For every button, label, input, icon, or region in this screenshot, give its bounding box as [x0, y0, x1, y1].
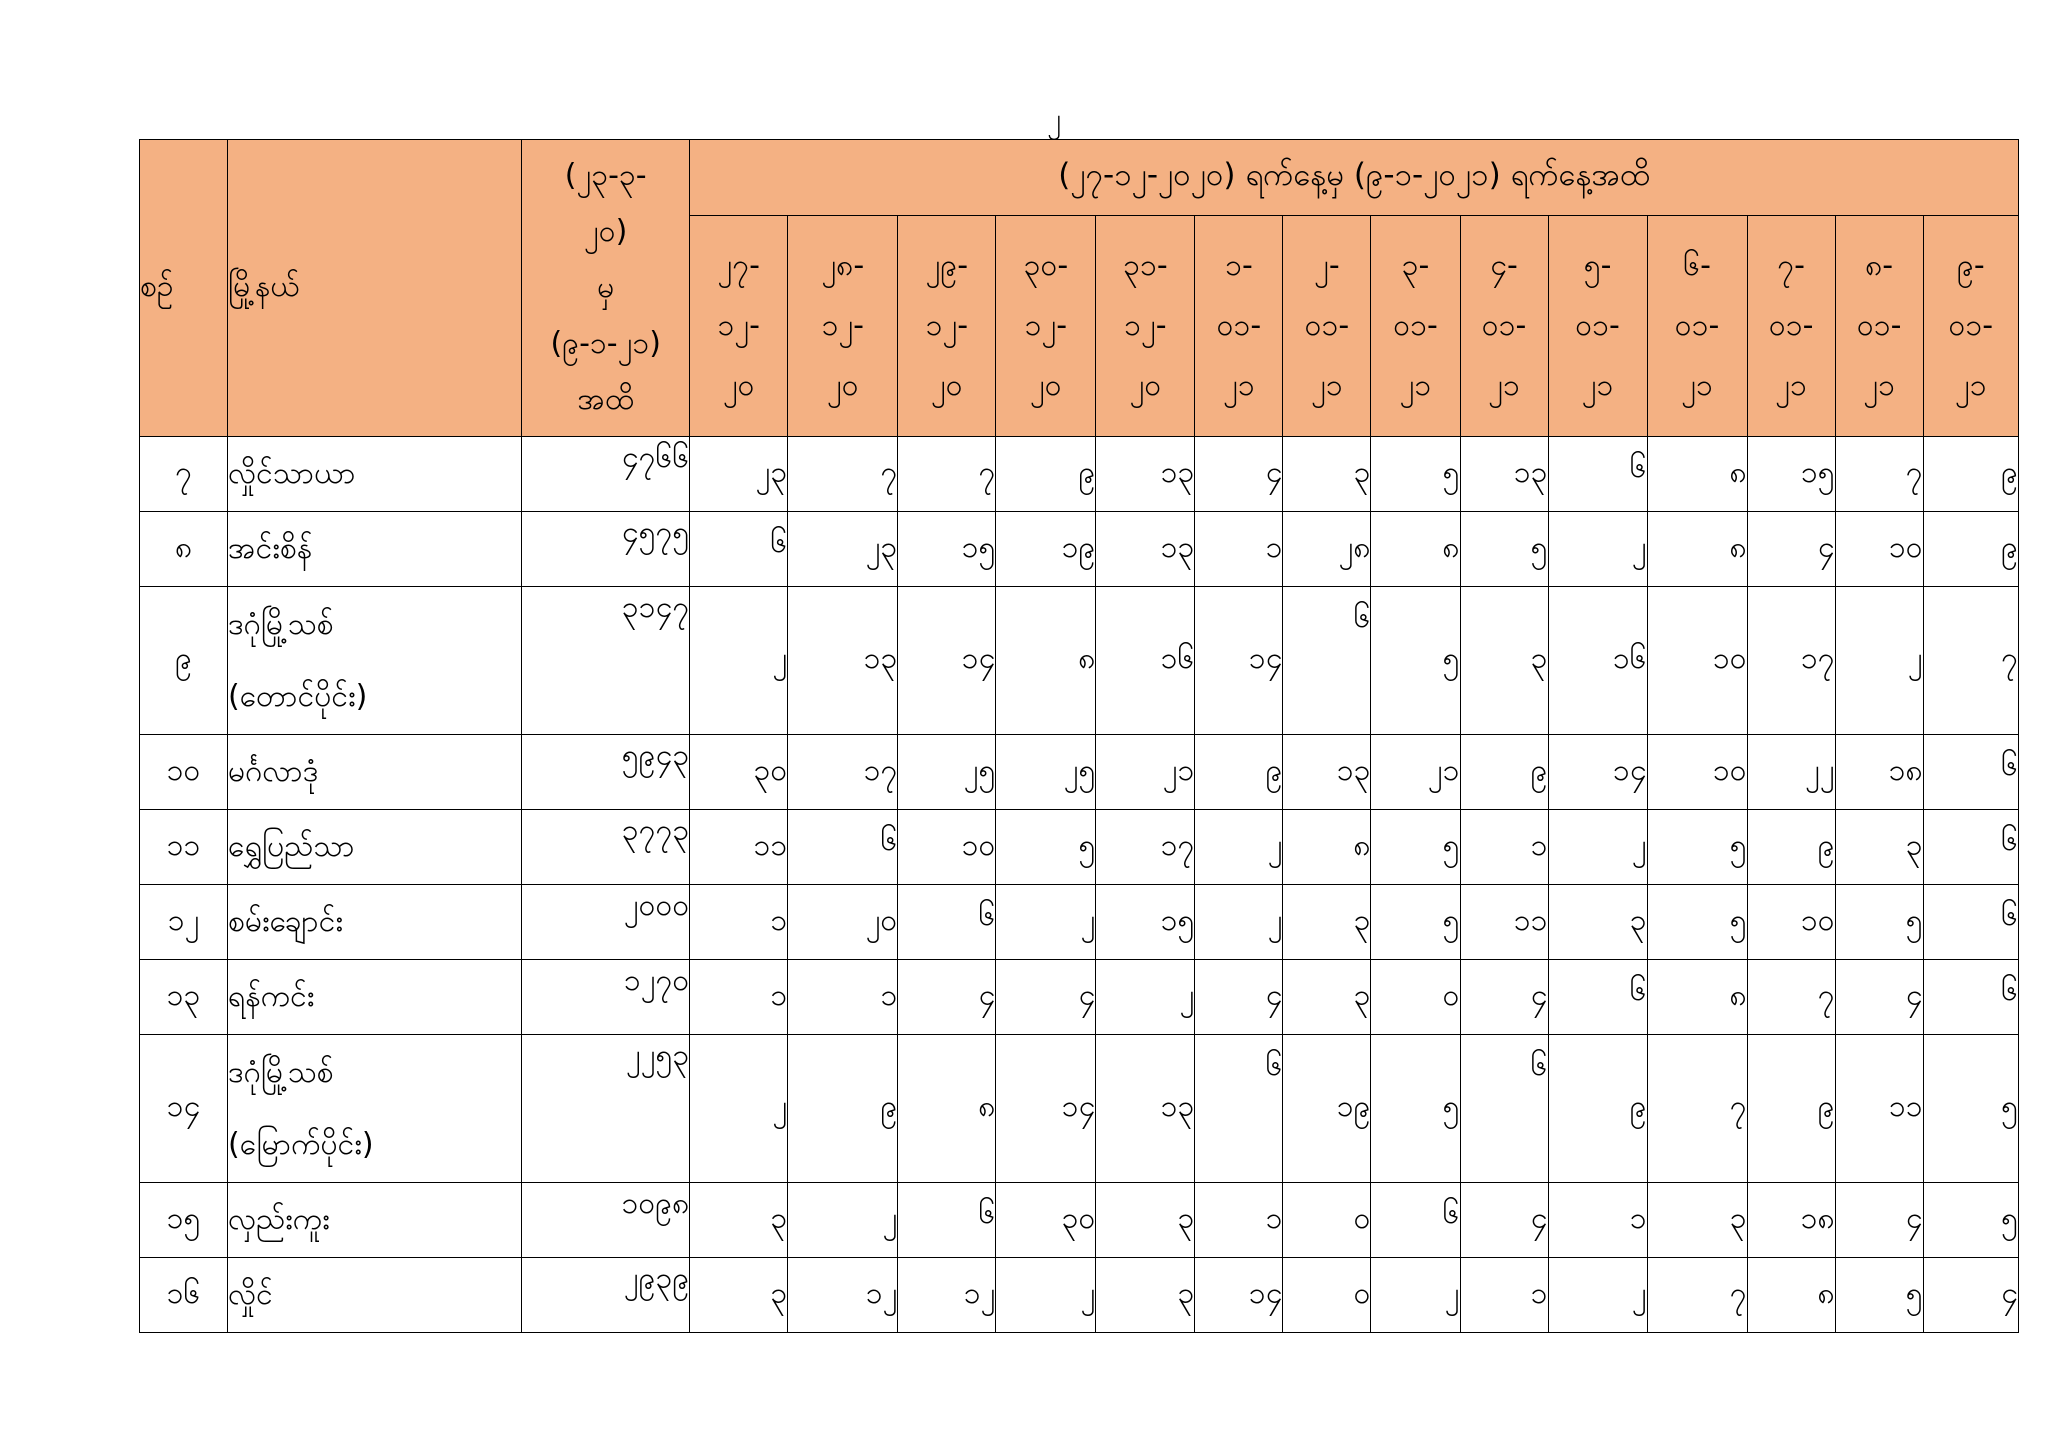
table-body [140, 437, 2019, 1333]
value-cell: ၇ [1835, 437, 1923, 512]
period-header [522, 140, 690, 437]
value-cell: ၁ [690, 885, 788, 960]
value-cell: ၂ [996, 885, 1096, 960]
date-part: ၁၂- [1124, 308, 1167, 343]
date-part: ၃၀- [1023, 248, 1069, 283]
date-part: ၂- [1314, 248, 1340, 283]
date-part: ၁၂- [717, 308, 760, 343]
total-cell: ၄၇၆၆ [522, 437, 690, 512]
value-cell: ၃ [1283, 885, 1371, 960]
value-cell: ၁ [1195, 1183, 1283, 1258]
date-part: ၂၀ [826, 368, 859, 403]
value-cell: ၃ [1548, 885, 1647, 960]
value-cell: ၈ [1371, 512, 1460, 587]
value-cell: ၀ [1283, 1183, 1371, 1258]
value-cell: ၃ [1096, 1183, 1195, 1258]
date-part: ၂၁ [1681, 368, 1713, 403]
value-cell: ၆ [690, 512, 788, 587]
value-cell: ၇ [1647, 1258, 1747, 1333]
value-cell: ၂၁ [1371, 735, 1460, 810]
value-cell: ၁၀ [1647, 735, 1747, 810]
township-line: (တောင်ပိုင်း) [228, 678, 368, 714]
date-part: ၁၂- [1024, 308, 1068, 343]
value-cell: ၄ [1195, 960, 1283, 1035]
value-cell: ၆ [1923, 810, 2018, 885]
value-cell: ၆ [788, 810, 898, 885]
date-part: ၁၂- [821, 308, 864, 343]
value-cell: ၅ [1371, 810, 1460, 885]
date-part: ၂၁ [1399, 368, 1432, 403]
value-cell: ၃ [1283, 960, 1371, 1035]
township-line: မင်္ဂလာဒုံ [228, 754, 319, 789]
value-cell: ၁ [1195, 512, 1283, 587]
value-cell: ၁၄ [1195, 587, 1283, 735]
date-part: ၁၂- [925, 308, 969, 343]
value-cell: ၁၁ [1460, 885, 1548, 960]
date-part: ၂၀ [1129, 368, 1162, 403]
value-cell: ၁၆ [1096, 587, 1195, 735]
value-cell: ၆ [1195, 1035, 1283, 1183]
date-part: ၂၀ [931, 368, 963, 403]
township-line: ဒဂုံမြို့သစ် [228, 606, 334, 642]
value-cell: ၁၇ [1747, 587, 1835, 735]
date-part: ၂၇- [717, 248, 760, 283]
value-cell: ၁၄ [1195, 1258, 1283, 1333]
date-part: ၂၁ [1581, 368, 1614, 403]
date-header [1923, 216, 2018, 437]
value-cell: ၅ [1371, 587, 1460, 735]
value-cell: ၉ [1460, 735, 1548, 810]
value-cell: ၂၅ [898, 735, 996, 810]
date-part: ၀၁- [1216, 308, 1262, 343]
date-part: ၀၁- [1768, 308, 1814, 343]
value-cell: ၄ [898, 960, 996, 1035]
value-cell: ၄ [1460, 960, 1548, 1035]
value-cell: ၂ [690, 1035, 788, 1183]
value-cell: ၂၃ [690, 437, 788, 512]
value-cell: ၉ [996, 437, 1096, 512]
date-header [1747, 216, 1835, 437]
value-cell: ၈ [1647, 512, 1747, 587]
date-part: ၂၁ [1863, 368, 1895, 403]
township-cell [228, 1258, 522, 1333]
value-cell: ၂ [1548, 810, 1647, 885]
value-cell: ၉ [1923, 512, 2018, 587]
date-part: ၄- [1490, 248, 1518, 283]
date-part: ၂၀ [722, 368, 755, 403]
date-header [1647, 216, 1747, 437]
value-cell: ၆ [1460, 1035, 1548, 1183]
date-header [898, 216, 996, 437]
value-cell: ၁၂ [898, 1258, 996, 1333]
value-cell: ၁၁ [1835, 1035, 1923, 1183]
date-header [690, 216, 788, 437]
township-line: လှိုင် [228, 1277, 273, 1312]
serial-cell: ၁၆ [140, 1258, 228, 1333]
value-cell: ၁၀ [1747, 885, 1835, 960]
value-cell: ၃ [1096, 1258, 1195, 1333]
date-header [1548, 216, 1647, 437]
value-cell: ၁၃ [1096, 512, 1195, 587]
value-cell: ၁၁ [690, 810, 788, 885]
date-part: ၈- [1865, 248, 1894, 283]
value-cell: ၉ [1923, 437, 2018, 512]
value-cell: ၁၃ [1283, 735, 1371, 810]
value-cell: ၆ [898, 885, 996, 960]
serial-cell: ၁၀ [140, 735, 228, 810]
period-line: (၉-၁-၂၁) [550, 326, 661, 361]
township-line: လှိုင်သာယာ [228, 456, 356, 491]
value-cell: ၆ [1371, 1183, 1460, 1258]
period-line: မှ [597, 270, 615, 305]
period-line: (၂၃-၃- [564, 158, 647, 193]
township-line: ရွှေပြည်သာ [228, 829, 355, 864]
serial-cell: ၁၄ [140, 1035, 228, 1183]
table-row [140, 437, 2019, 512]
total-cell: ၂၉၃၉ [522, 1258, 690, 1333]
value-cell: ၅ [1835, 1258, 1923, 1333]
date-part: ၂၁ [1775, 368, 1807, 403]
header-row-1 [140, 140, 2019, 216]
value-cell: ၁၈ [1835, 735, 1923, 810]
value-cell: ၂၂ [1747, 735, 1835, 810]
value-cell: ၈ [996, 587, 1096, 735]
value-cell: ၂ [1195, 885, 1283, 960]
value-cell: ၁ [1548, 1183, 1647, 1258]
township-cases-table [139, 139, 2019, 1333]
value-cell: ၃၀ [996, 1183, 1096, 1258]
value-cell: ၂ [1548, 512, 1647, 587]
value-cell: ၇ [1647, 1035, 1747, 1183]
date-part: ၃- [1401, 248, 1430, 283]
value-cell: ၉ [1195, 735, 1283, 810]
township-cell [228, 1183, 522, 1258]
date-part: ၉- [1956, 248, 1985, 283]
value-cell: ၂ [1548, 1258, 1647, 1333]
total-cell: ၂၂၅၃ [522, 1035, 690, 1183]
township-cell [228, 885, 522, 960]
date-part: ၀၁- [1575, 308, 1620, 343]
value-cell: ၁၅ [1096, 885, 1195, 960]
page-number: ၂ [1047, 102, 1061, 135]
date-part: ၁- [1225, 248, 1253, 283]
value-cell: ၅ [1923, 1183, 2018, 1258]
table-row [140, 885, 2019, 960]
value-cell: ၅ [1371, 437, 1460, 512]
serial-cell: ၁၃ [140, 960, 228, 1035]
value-cell: ၇ [788, 437, 898, 512]
date-header [1195, 216, 1283, 437]
value-cell: ၅ [1371, 885, 1460, 960]
value-cell: ၄ [1460, 1183, 1548, 1258]
date-part: ၀၁- [1481, 308, 1527, 343]
value-cell: ၅ [1371, 1035, 1460, 1183]
township-cell [228, 960, 522, 1035]
township-line: ရန်ကင်း [228, 979, 315, 1014]
serial-cell: ၉ [140, 587, 228, 735]
value-cell: ၅ [1460, 512, 1548, 587]
value-cell: ၇ [1923, 587, 2018, 735]
value-cell: ၁၀ [1835, 512, 1923, 587]
township-cell [228, 735, 522, 810]
date-part: ၅- [1583, 248, 1612, 283]
value-cell: ၀ [1371, 960, 1460, 1035]
township-line: လှည်းကူး [228, 1202, 330, 1237]
serial-cell: ၈ [140, 512, 228, 587]
value-cell: ၆ [1548, 437, 1647, 512]
value-cell: ၂၅ [996, 735, 1096, 810]
value-cell: ၁၃ [1096, 437, 1195, 512]
value-cell: ၅ [1923, 1035, 2018, 1183]
date-part: ၇- [1777, 248, 1805, 283]
value-cell: ၁၂ [788, 1258, 898, 1333]
period-line: အထိ [577, 382, 634, 417]
table-row [140, 735, 2019, 810]
value-cell: ၈ [1747, 1258, 1835, 1333]
table-row [140, 1258, 2019, 1333]
total-cell: ၁၀၉၈ [522, 1183, 690, 1258]
value-cell: ၁၄ [996, 1035, 1096, 1183]
township-line: ဒဂုံမြို့သစ် [228, 1054, 334, 1090]
value-cell: ၄ [1923, 1258, 2018, 1333]
value-cell: ၃ [1460, 587, 1548, 735]
value-cell: ၃၀ [690, 735, 788, 810]
serial-header: စဉ် [140, 140, 228, 437]
date-header [1283, 216, 1371, 437]
date-header [1096, 216, 1195, 437]
value-cell: ၂ [1835, 587, 1923, 735]
value-cell: ၉ [1747, 810, 1835, 885]
township-header: မြို့နယ် [228, 140, 522, 437]
value-cell: ၂ [690, 587, 788, 735]
value-cell: ၈ [1283, 810, 1371, 885]
serial-cell: ၁၂ [140, 885, 228, 960]
value-cell: ၄ [1835, 960, 1923, 1035]
total-cell: ၃၇၇၃ [522, 810, 690, 885]
value-cell: ၃ [1647, 1183, 1747, 1258]
value-cell: ၉ [1548, 1035, 1647, 1183]
value-cell: ၇ [898, 437, 996, 512]
value-cell: ၃ [1835, 810, 1923, 885]
table-row [140, 1035, 2019, 1183]
table-row [140, 960, 2019, 1035]
date-part: ၆- [1683, 248, 1711, 283]
value-cell: ၁၈ [1747, 1183, 1835, 1258]
value-cell: ၆ [1923, 735, 2018, 810]
date-part: ၃၁- [1123, 248, 1168, 283]
table-row [140, 1183, 2019, 1258]
value-cell: ၁၀ [898, 810, 996, 885]
total-cell: ၅၉၄၃ [522, 735, 690, 810]
value-cell: ၁ [690, 960, 788, 1035]
value-cell: ၄ [996, 960, 1096, 1035]
date-header [996, 216, 1096, 437]
date-part: ၀၁- [1948, 308, 1994, 343]
table-row [140, 810, 2019, 885]
date-part: ၀၁- [1856, 308, 1902, 343]
date-part: ၂၁ [1223, 368, 1255, 403]
value-cell: ၈ [1647, 960, 1747, 1035]
value-cell: ၁၅ [1747, 437, 1835, 512]
value-cell: ၁၇ [788, 735, 898, 810]
date-header [1371, 216, 1460, 437]
serial-cell: ၁၅ [140, 1183, 228, 1258]
value-cell: ၁၄ [898, 587, 996, 735]
value-cell: ၉ [788, 1035, 898, 1183]
value-cell: ၁၀ [1647, 587, 1747, 735]
township-cell [228, 437, 522, 512]
date-header [788, 216, 898, 437]
value-cell: ၂၀ [788, 885, 898, 960]
value-cell: ၆ [1923, 960, 2018, 1035]
township-line: စမ်းချောင်း [228, 904, 343, 939]
value-cell: ၁ [788, 960, 898, 1035]
date-part: ၂၁ [1488, 368, 1520, 403]
period-line: ၂၀) [584, 214, 628, 249]
value-cell: ၃ [1283, 437, 1371, 512]
value-cell: ၄ [1835, 1183, 1923, 1258]
township-cell [228, 1035, 522, 1183]
value-cell: ၄ [1747, 512, 1835, 587]
value-cell: ၁ [1460, 1258, 1548, 1333]
value-cell: ၁၉ [996, 512, 1096, 587]
value-cell: ၅ [1647, 885, 1747, 960]
value-cell: ၂ [1096, 960, 1195, 1035]
date-part: ၀၁- [1393, 308, 1438, 343]
township-line: (မြောက်ပိုင်း) [228, 1126, 374, 1162]
value-cell: ၄ [1195, 437, 1283, 512]
value-cell: ၆ [898, 1183, 996, 1258]
township-cell [228, 587, 522, 735]
value-cell: ၈ [898, 1035, 996, 1183]
date-part: ၀၁- [1674, 308, 1720, 343]
date-part: ၂၉- [925, 248, 969, 283]
total-cell: ၁၂၇၀ [522, 960, 690, 1035]
value-cell: ၅ [1647, 810, 1747, 885]
value-cell: ၂၈ [1283, 512, 1371, 587]
value-cell: ၃ [690, 1258, 788, 1333]
total-cell: ၂၀၀၀ [522, 885, 690, 960]
value-cell: ၁၅ [898, 512, 996, 587]
date-part: ၂၁ [1311, 368, 1343, 403]
value-cell: ၁၉ [1283, 1035, 1371, 1183]
value-cell: ၃ [690, 1183, 788, 1258]
value-cell: ၁၇ [1096, 810, 1195, 885]
date-part: ၂၈- [821, 248, 865, 283]
value-cell: ၅ [996, 810, 1096, 885]
value-cell: ၇ [1747, 960, 1835, 1035]
value-cell: ၆ [1283, 587, 1371, 735]
total-cell: ၃၁၄၇ [522, 587, 690, 735]
value-cell: ၁ [1460, 810, 1548, 885]
total-cell: ၄၅၇၅ [522, 512, 690, 587]
value-cell: ၂ [1371, 1258, 1460, 1333]
township-cell [228, 810, 522, 885]
value-cell: ၁၃ [788, 587, 898, 735]
value-cell: ၁၆ [1548, 587, 1647, 735]
value-cell: ၁၃ [1460, 437, 1548, 512]
value-cell: ၂၁ [1096, 735, 1195, 810]
serial-cell: ၇ [140, 437, 228, 512]
value-cell: ၂ [996, 1258, 1096, 1333]
value-cell: ၂၃ [788, 512, 898, 587]
serial-cell: ၁၁ [140, 810, 228, 885]
value-cell: ၆ [1923, 885, 2018, 960]
value-cell: ၁၄ [1548, 735, 1647, 810]
table-row [140, 587, 2019, 735]
value-cell: ၆ [1548, 960, 1647, 1035]
date-header [1460, 216, 1548, 437]
township-cell [228, 512, 522, 587]
value-cell: ၉ [1747, 1035, 1835, 1183]
value-cell: ၁၃ [1096, 1035, 1195, 1183]
date-range-header: (၂၇-၁၂-၂၀၂၀) ရက်နေ့မှ (၉-၁-၂၀၂၁) ရက်နေ့အထိ [690, 140, 2019, 216]
table-row [140, 512, 2019, 587]
value-cell: ၂ [788, 1183, 898, 1258]
date-part: ၂၁ [1955, 368, 1987, 403]
value-cell: ၂ [1195, 810, 1283, 885]
value-cell: ၈ [1647, 437, 1747, 512]
date-header [1835, 216, 1923, 437]
value-cell: ၀ [1283, 1258, 1371, 1333]
township-line: အင်းစိန် [228, 531, 313, 566]
date-part: ၀၁- [1304, 308, 1350, 343]
date-part: ၂၀ [1030, 368, 1062, 403]
value-cell: ၅ [1835, 885, 1923, 960]
